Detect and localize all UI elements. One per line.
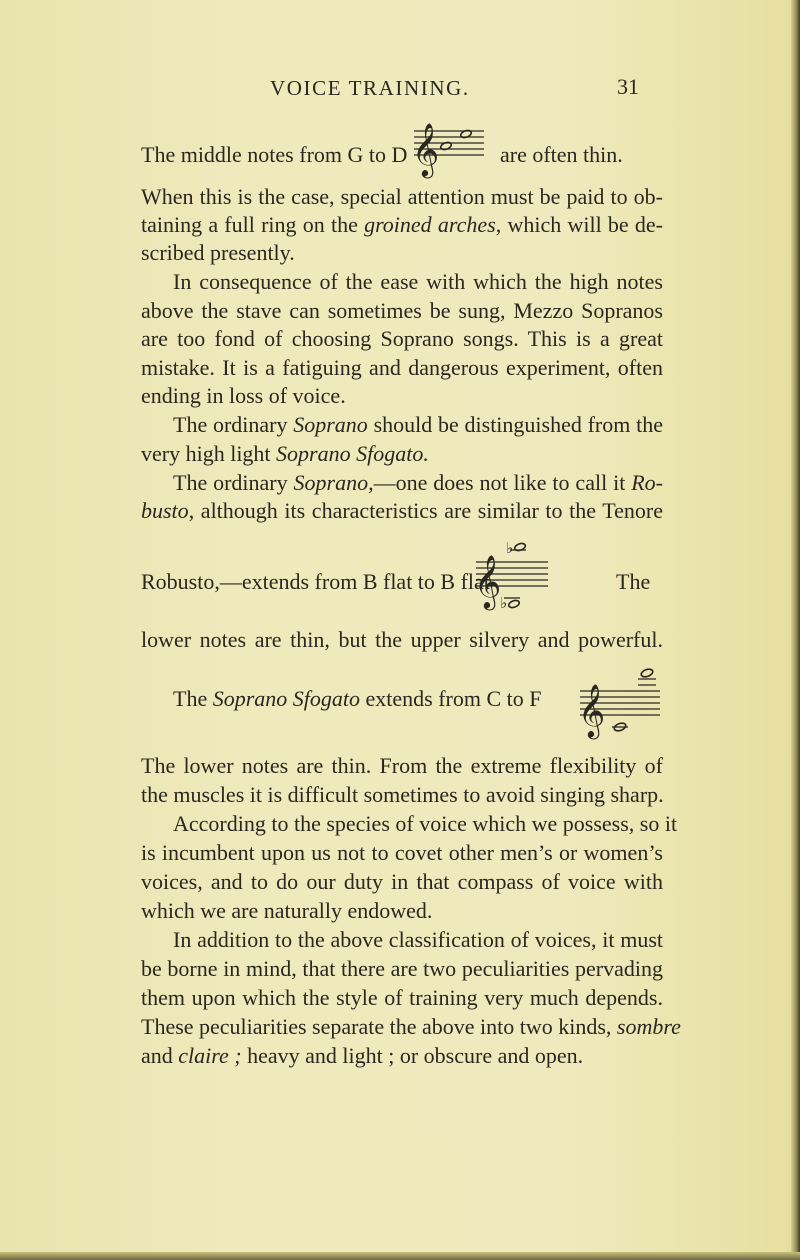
text-line: and claire ; heavy and light ; or obscure and open. [141, 1043, 584, 1068]
treble-clef-icon: 𝄞 [578, 683, 606, 737]
text-line: above the stave can sometimes be sung, Mezzo Sopranos [141, 298, 663, 323]
text-line: lower notes are thin, but the upper silvery and powerful. [141, 627, 663, 652]
italic-term: Ro- [631, 470, 663, 495]
text-line: In addition to the above classification of voices, it must [173, 927, 663, 952]
text-line: busto, although its characteristics are similar to the Tenore [141, 498, 663, 523]
text-run: are often thin. [500, 142, 623, 167]
italic-term: Soprano, [293, 470, 374, 495]
music-example-c-to-f [578, 664, 662, 746]
page-edge-shadow [791, 0, 800, 1260]
text-line: The Soprano Sfogato extends from C to F [173, 686, 542, 711]
text-line: are too fond of choosing Soprano songs. This is a great [141, 326, 663, 351]
text-run: The [616, 569, 651, 594]
note-b-flat-low [508, 599, 521, 609]
text-line: them upon which the style of training very much depends. [141, 985, 663, 1010]
page-number: 31 [617, 74, 639, 99]
music-example-g-to-d [412, 118, 486, 190]
text-line: the muscles it is difficult sometimes to avoid singing sharp. [141, 782, 664, 807]
music-example-b-flat [474, 537, 550, 617]
text-line: When this is the case, special attention must be paid to ob- [141, 184, 663, 209]
text-line: The ordinary Soprano,—one does not like to call it Ro- [173, 470, 663, 495]
italic-term: Soprano [293, 412, 368, 437]
text-line [141, 568, 663, 596]
italic-term: Soprano Sfogato. [276, 441, 429, 466]
text-line: taining a full ring on the groined arches, which will be de- [141, 212, 663, 237]
treble-clef-icon: 𝄞 [412, 122, 440, 176]
text-line: ending in loss of voice. [141, 383, 346, 408]
page-header [0, 74, 800, 104]
text-line: The lower notes are thin. From the extreme flexibility of [141, 753, 663, 778]
staff-b-flat [474, 537, 550, 617]
text-line: According to the species of voice which we possess, so it [173, 811, 678, 836]
treble-clef-icon: 𝄞 [474, 554, 502, 608]
staff-g-to-d [412, 118, 486, 190]
flat-icon: ♭ [500, 594, 508, 612]
text-line: In consequence of the ease with which the high notes [173, 269, 663, 294]
text-line: The ordinary Soprano should be distinguished from the [173, 412, 664, 437]
text-line: scribed presently. [141, 240, 295, 265]
text-line: mistake. It is a fatiguing and dangerous experiment, often [141, 355, 663, 380]
page-bottom-edge [0, 1252, 800, 1260]
text-run: Robusto,—extends from B flat to B flat [141, 569, 490, 594]
italic-term: groined arches [364, 212, 496, 237]
italic-term: sombre [616, 1014, 681, 1039]
text-line [500, 141, 670, 169]
text-line [616, 568, 676, 596]
text-line: very high light Soprano Sfogato. [141, 441, 429, 466]
italic-term: Soprano Sfogato [212, 686, 360, 711]
text-line: is incumbent upon us not to covet other men’s or women’s [141, 840, 663, 865]
italic-term: claire ; [178, 1043, 242, 1068]
flat-icon: ♭ [506, 539, 514, 557]
staff-c-to-f [578, 664, 662, 746]
italic-term: busto [141, 498, 189, 523]
text-run: The middle notes from G to D [141, 142, 408, 167]
text-line: These peculiarities separate the above into two kinds, sombre [141, 1014, 681, 1039]
text-line: be borne in mind, that there are two peculiarities pervading [141, 956, 663, 981]
text-line: voices, and to do our duty in that compass of voice with [141, 869, 663, 894]
running-head: VOICE TRAINING. [270, 76, 470, 100]
note-f-high [640, 668, 654, 678]
text-line: which we are naturally endowed. [141, 898, 433, 923]
